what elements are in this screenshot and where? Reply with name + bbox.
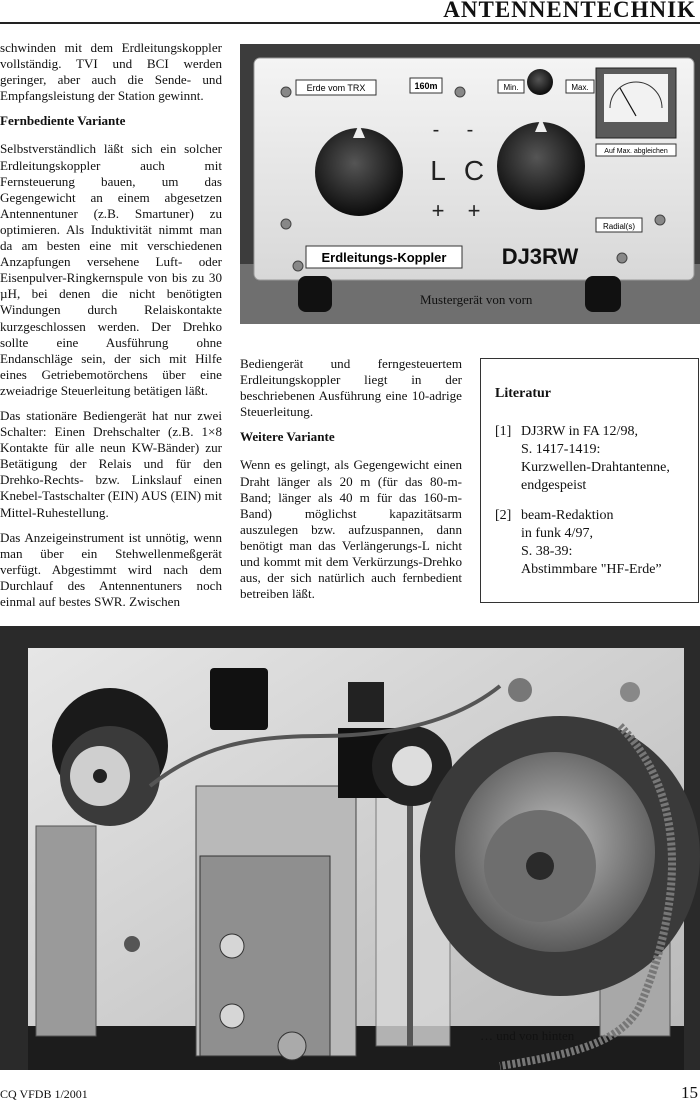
literature-line: in funk 4/97,: [521, 526, 593, 541]
photo-back-interior: [0, 626, 700, 1070]
footer-publication: CQ VFDB 1/2001: [0, 1087, 88, 1101]
paragraph: Bediengerät und ferngesteuertem Erdleitungskoppler liegt in der beschriebenen Ausführung eine 10-adrige Steuerleitung.: [240, 356, 462, 420]
label-l: L: [430, 155, 446, 186]
c-minus: -: [466, 119, 474, 141]
subheading: Fernbediente Variante: [0, 113, 126, 129]
literature-line: endgespeist: [521, 478, 587, 493]
literature-line: Kurzwellen-Drahtantenne,: [521, 460, 670, 475]
label-radial: Radial(s): [602, 222, 636, 231]
header-rule: [0, 22, 700, 24]
c-plus: +: [467, 198, 481, 223]
paragraph: Das Anzeigeinstrument ist unnötig, wenn man über ein Stehwellenmeßgerät verfügt. Abgestimmt wird nach dem Durchlauf des Antennentuners noch einmal auf bestes SWR. Zwischen: [0, 529, 222, 609]
literature-line: Abstimmbare "HF-Erde”: [521, 562, 662, 577]
paragraph: Selbstverständlich läßt sich ein solcher Erdleitungskoppler auch mit Fernsteuerung bauen, um das Gegengewicht an einem abgesetzen Antennentuner (z.B. Smartuner) zu optimieren. Als Induktivität nimmt man da am besten eine mit verschiedenen Anzapfungen versehene Luft- oder Eisenpulver-Ringkernspule von bis zu 30 µH, bei denen die nicht benötigten Windungen durch Relaiskontakte kurzgeschlossen werden. Der Drehko sollte eine Ausführung ohne Endanschläge sein, der sich mit Hilfe eines Getriebemotörchens über eine zweiadrige Steuerleitung betätigen läßt.: [0, 141, 222, 398]
photo-caption: … und von hinten: [480, 1028, 575, 1043]
label-erde: Erde vom TRX: [306, 83, 366, 93]
running-header: [0, 0, 700, 28]
paragraph: Wenn es gelingt, als Gegengewicht einen Draht länger als 20 m (für das 80-m-Band; länger als 40 m für das 160-m-Band) möglichst kapazitätsarm auszulegen bzw. aufzuspannen, dann benötigt man das Verlängerungs-L nicht und kommt mit dem Verkürzungs-Drehko aus, der sich natürlich auch fernbedient betreiben läßt.: [240, 457, 462, 602]
literature-line: DJ3RW in FA 12/98,: [521, 424, 638, 439]
label-device-name: Erdleitungs-Koppler: [321, 250, 447, 265]
text-column-left: [0, 40, 222, 619]
text-column-middle: [240, 356, 462, 611]
paragraph: schwinden mit dem Erdleitungskoppler vollständig. TVI und BCI werden geringer, aber auch die Sende- und Empfangsleistung der Station gewinnt.: [0, 40, 222, 104]
photo-front-panel: [240, 44, 700, 324]
paragraph: Das stationäre Bediengerät hat nur zwei Schalter: Einen Drehschalter (z.B. 1×8 Kontakte für alle neun KW-Bänder) zur Betätigung der Relais und für den Drehko-Rechts- bzw. Linkslauf einen Knebel-Tastschalter (EIN) AUS (EIN) mit Mittel-Ruhestellung.: [0, 407, 222, 520]
literature-line: S. 1417-1419:: [521, 442, 601, 457]
literature-line: S. 38-39:: [521, 544, 573, 559]
subheading: Weitere Variante: [240, 429, 335, 445]
literature-number: [1]: [495, 424, 512, 439]
c-knob: [497, 122, 585, 210]
literature-number: [2]: [495, 508, 512, 523]
l-minus: -: [432, 119, 440, 141]
label-abgleich: Auf Max. abgleichen: [604, 148, 668, 155]
label-band: 160m: [414, 81, 438, 91]
literature-box: [480, 358, 699, 603]
label-callsign: DJ3RW: [501, 244, 579, 269]
l-plus: +: [431, 198, 445, 223]
photo-caption: Mustergerät von vorn: [420, 292, 533, 307]
literature-title: Literatur: [495, 386, 551, 401]
page-number: 15: [681, 1083, 698, 1102]
label-max: Max.: [571, 83, 589, 92]
label-min: Min.: [503, 83, 519, 92]
literature-line: beam-Redaktion: [521, 508, 614, 523]
label-c: C: [463, 155, 485, 186]
l-knob: [315, 128, 403, 216]
section-title: ANTENNENTECHNIK: [443, 0, 696, 22]
